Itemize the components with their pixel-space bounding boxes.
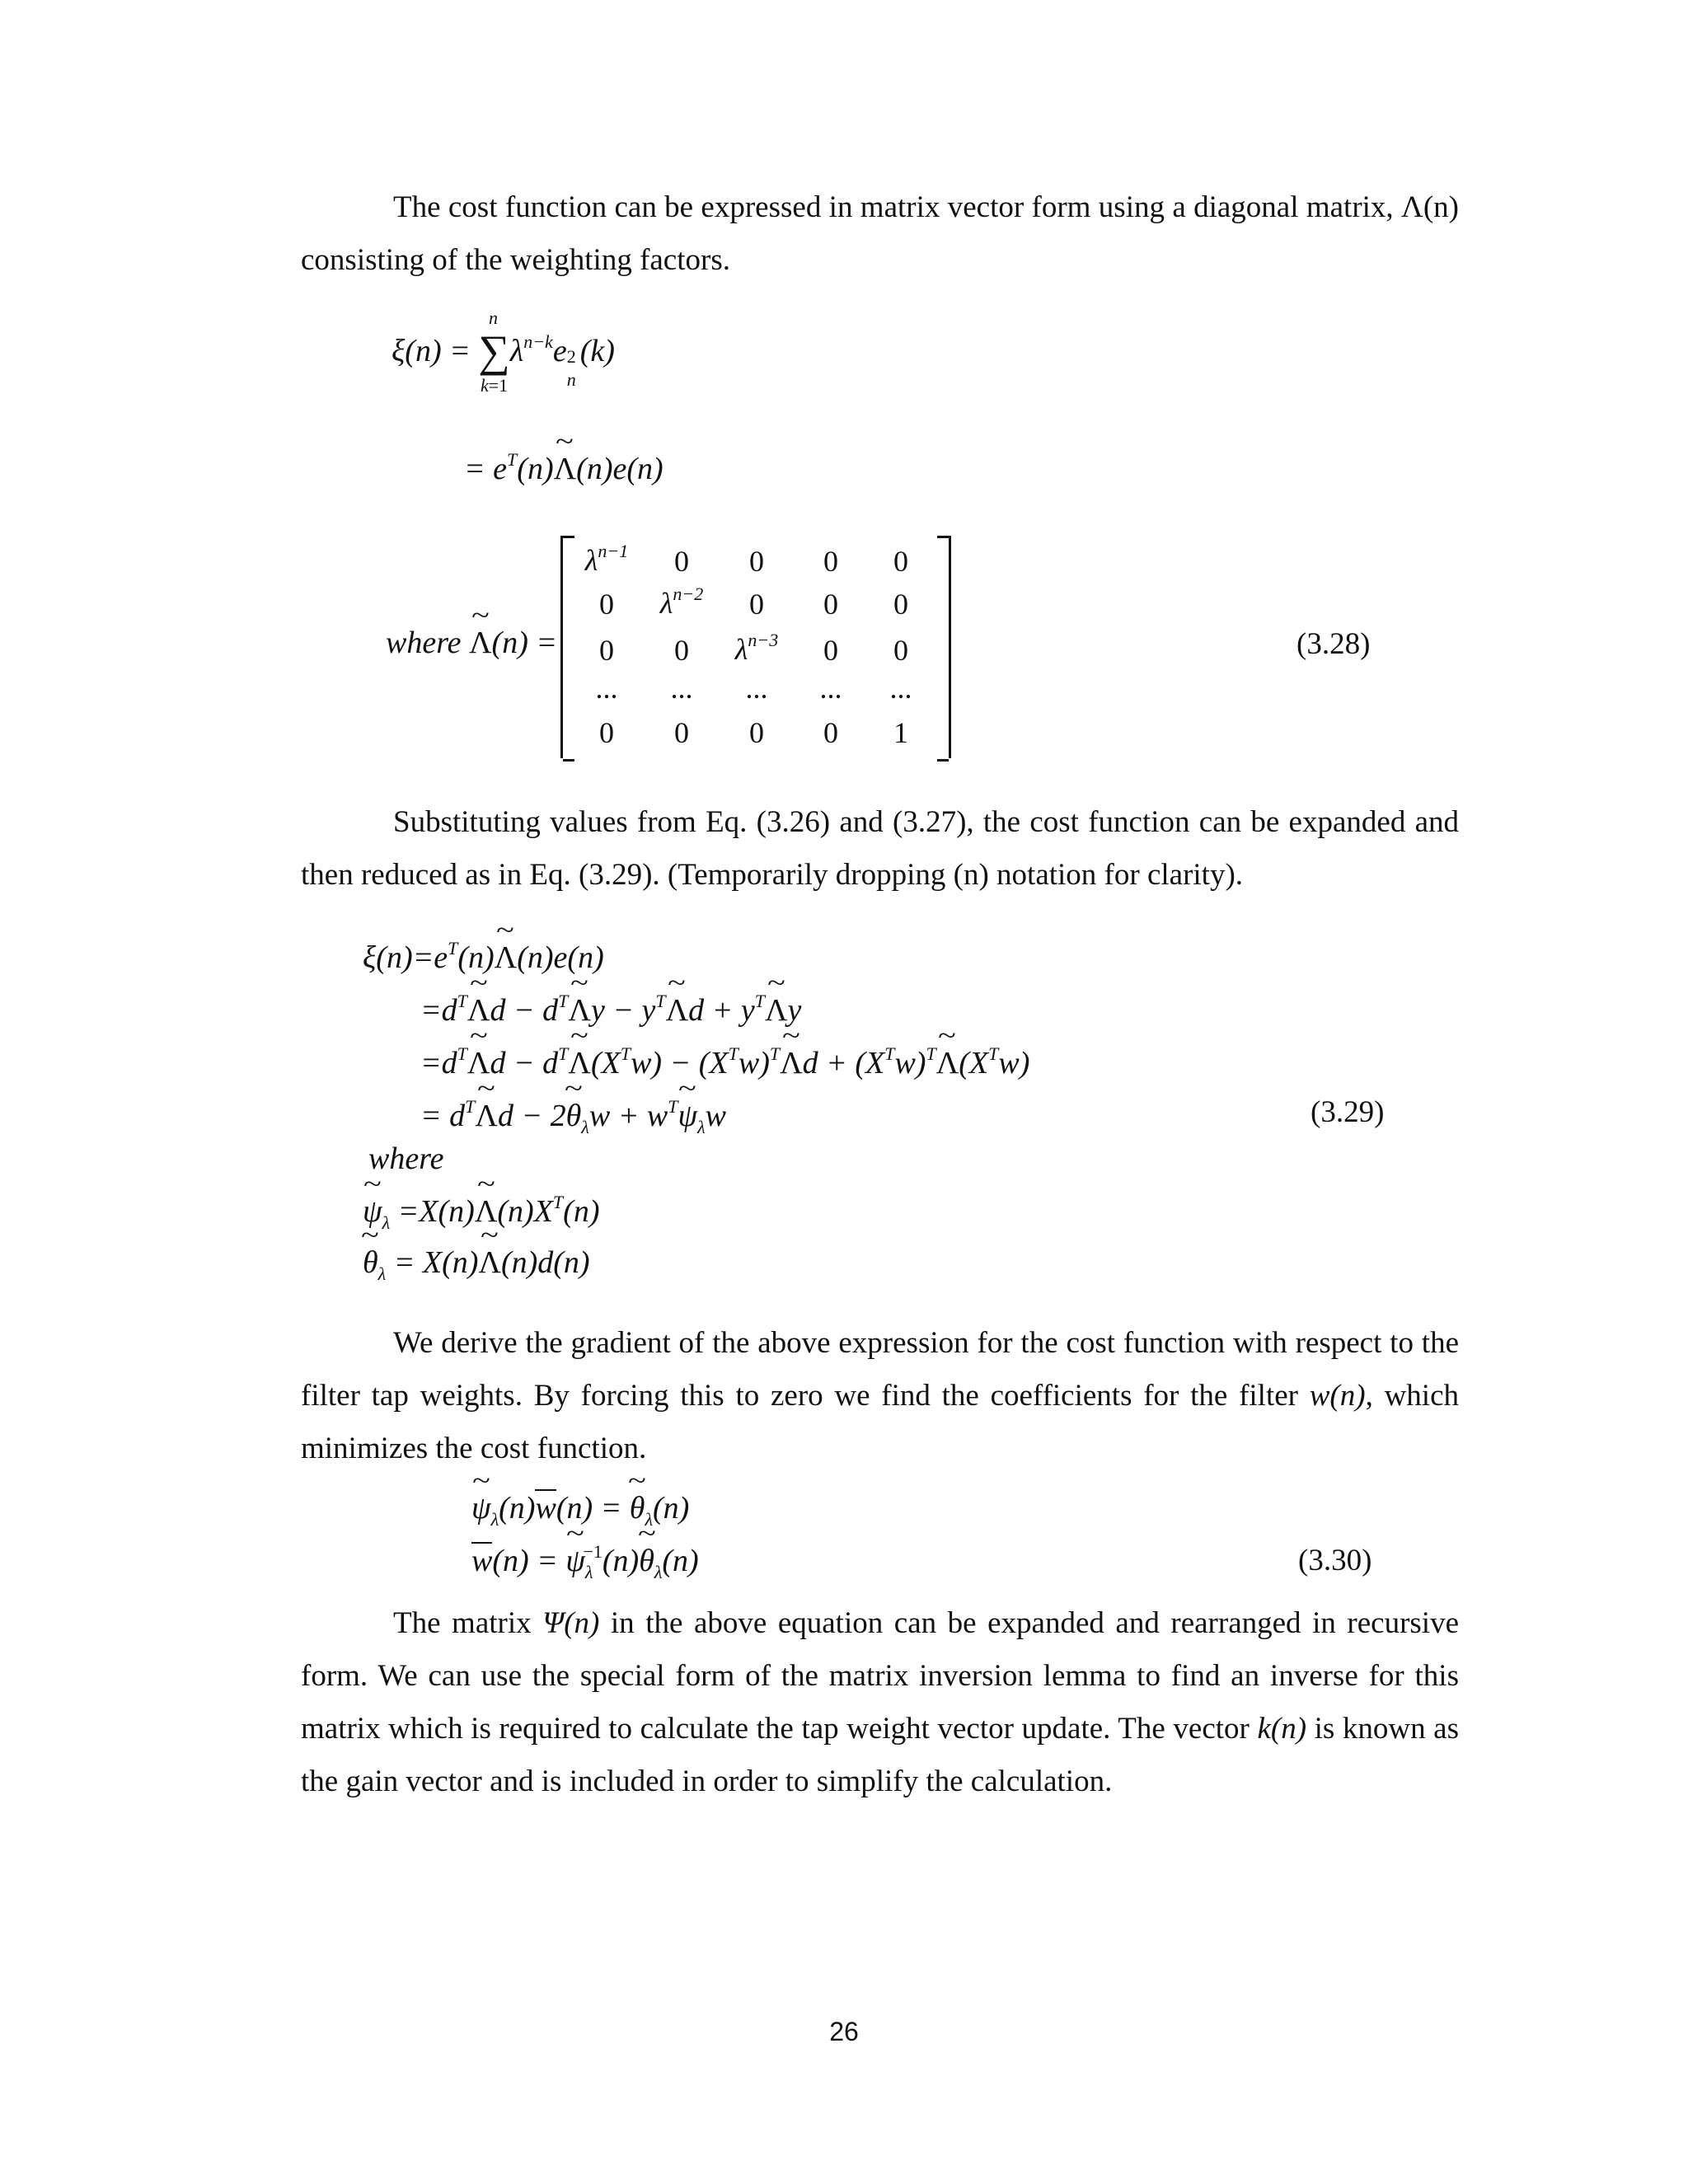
matrix-cell: 0 <box>599 588 614 621</box>
matrix-cell: 0 <box>823 716 838 749</box>
matrix-cell: 0 <box>674 716 689 749</box>
equation-cost-expansion-4: = $d^T\sim$ Λd − 2~ $\theta_\lambda w$ + $w^T\sim$ $\psi_\lambda w$ <box>420 1096 726 1138</box>
matrix-cell: ... <box>889 672 912 705</box>
matrix-cell: 0 <box>749 716 764 749</box>
matrix-cell: 0 <box>749 588 764 621</box>
lambda-matrix <box>560 536 951 758</box>
matrix-cell: $\lambda^{n-2}$ <box>659 583 704 620</box>
matrix-cell: 0 <box>823 634 838 667</box>
matrix-cell: 0 <box>674 634 689 667</box>
matrix-cell: 0 <box>599 634 614 667</box>
paragraph-recursive-text-b: in the above equation can be expanded and rearranged in recursive form. We can use the special form of the matrix inversion lemma to find an inverse for this matrix which is required to calculate the tap weight vector update. The vector <box>301 1606 1459 1746</box>
matrix-cell: $\lambda^{n-3}$ <box>734 630 779 666</box>
paragraph-gradient-text-a: We derive the gradient of the above expression for the cost function with respect to the filter tap weights. By forcing this to zero we find the coefficients for the filter <box>301 1326 1459 1413</box>
equation-cost-matrix-form: = $e^T(n)\sim$ Λ(n)e(n) <box>464 449 663 487</box>
equation-cost-sum: ξ(n) = ∑ n k=1 $\lambda^{n-k}e$ 2 n (k) <box>392 307 615 396</box>
paragraph-recursive <box>301 1597 1459 1808</box>
matrix-cell: ... <box>745 672 768 705</box>
matrix-cell: 0 <box>893 634 908 667</box>
equation-lambda-def: where ~ Λ(n) = <box>386 625 557 661</box>
equation-number: (3.29) <box>1311 1095 1385 1129</box>
matrix-cell: 0 <box>749 545 764 578</box>
matrix-cell: $\lambda^{n-1}$ <box>584 541 629 577</box>
paragraph-substitution: Substituting values from Eq. (3.26) and (3.27), the cost function can be expanded and then reduced as in Eq. (3.29). (Temporarily dropping (n) notation for clarity). <box>301 805 1459 892</box>
paragraph-gradient <box>301 1317 1459 1475</box>
matrix-cell: 0 <box>823 588 838 621</box>
equation-normal-2: w(n) = ~ $\psi_\lambda^{-1}(n)\sim$ $\theta_\lambda(n)$ <box>471 1541 699 1583</box>
matrix-cell: 0 <box>893 588 908 621</box>
equation-cost-expansion-1: $\xi(n)=e^T(n)\sim$ Λ(n)e(n) <box>363 938 604 976</box>
matrix-cell: ... <box>670 672 693 705</box>
equation-number: (3.30) <box>1298 1544 1372 1577</box>
where-label: where <box>368 1141 444 1176</box>
gain-vector-symbol: k(n) <box>1257 1712 1307 1746</box>
matrix-cell: 0 <box>823 545 838 578</box>
filter-weights-symbol: w(n) <box>1309 1379 1366 1413</box>
equation-psi-def: ~ $\psi_\lambda$ =X(n)~ $\Lambda(n)X^T(n)$ <box>363 1192 599 1234</box>
equation-normal-1: ~ $\psi_\lambda(n)w(n)$ = ~ $\theta_\lambda(n)$ <box>471 1490 689 1530</box>
matrix-cell: ... <box>595 672 618 705</box>
paragraph-recursive-text-a: The matrix <box>393 1606 543 1640</box>
matrix-cell: ... <box>819 672 842 705</box>
equation-cost-expansion-2: $=d^T\sim$ $\Lambda d - d^T\sim$ $\Lambda y - y^T\sim$ $\Lambda d + y^T\sim$ Λy <box>420 991 801 1029</box>
matrix-cell: 0 <box>599 716 614 749</box>
paragraph-recursive-text-c: is known as the gain vector and is included in order to simplify the calculation. <box>301 1712 1459 1798</box>
matrix-cell: 0 <box>893 545 908 578</box>
matrix-cell: 0 <box>674 545 689 578</box>
equation-theta-def: ~ $\theta_\lambda$ = X(n)~ Λ(n)d(n) <box>363 1244 590 1285</box>
matrix-cell: 1 <box>893 716 908 749</box>
psi-matrix-symbol: Ψ(n) <box>542 1606 600 1640</box>
equation-cost-expansion-3: $=d^T\sim$ $\Lambda d - d^T\sim$ $\Lambda(X^Tw)$ − $(X^Tw)^T\sim$ $\Lambda d + (X^Tw)^T\sim$ $\Lambda(X^Tw)$ <box>420 1043 1029 1081</box>
paragraph-intro: The cost function can be expressed in matrix vector form using a diagonal matrix, Λ(n) consisting of the weighting factors. <box>301 190 1459 277</box>
equation-number: (3.28) <box>1296 627 1371 661</box>
page-number: 26 <box>829 2017 859 2046</box>
paragraph-gradient-text-b: , which minimizes the cost function. <box>301 1379 1459 1465</box>
